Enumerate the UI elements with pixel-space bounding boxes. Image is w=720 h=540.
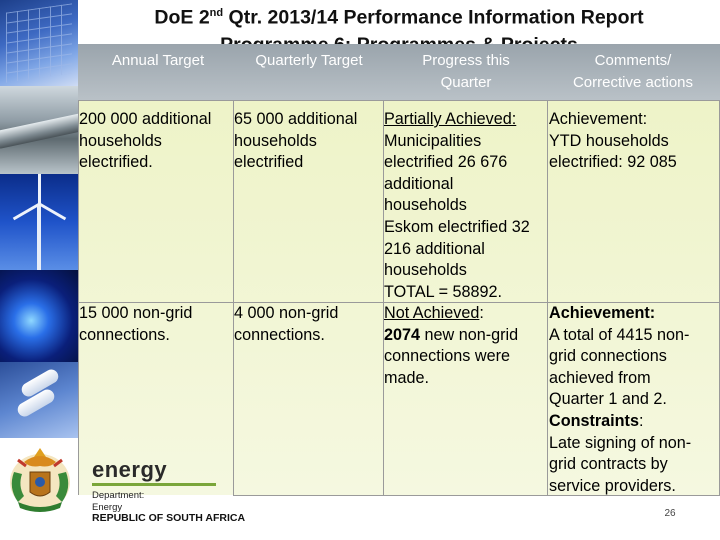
text-line: households xyxy=(384,261,467,280)
text-line: 15 000 non-grid xyxy=(79,304,193,322)
text-fragment: new non-grid xyxy=(420,325,519,344)
row2-comments xyxy=(549,303,719,497)
row1-annual-target xyxy=(79,109,233,174)
text-line: achieved from xyxy=(549,368,651,387)
header-quarterly-target: Quarterly Target xyxy=(255,52,363,69)
coat-of-arms-icon xyxy=(4,442,76,514)
text-line: connections were xyxy=(384,347,510,366)
row2-quarterly-target xyxy=(234,303,384,346)
wind-turbine-image xyxy=(0,174,78,270)
text-line: made. xyxy=(384,368,429,387)
text-line: grid contracts by xyxy=(549,455,668,474)
text-line: Eskom electrified 32 xyxy=(384,217,530,236)
text-line: 216 additional xyxy=(384,239,485,258)
text-line: 4 000 non-grid xyxy=(234,304,339,322)
status-suffix: : xyxy=(479,304,484,322)
status-partially-achieved: Partially Achieved: xyxy=(384,110,517,128)
title-line1-pre: DoE 2 xyxy=(154,6,210,29)
logo-underline xyxy=(92,483,216,486)
header-comments-line2: Corrective actions xyxy=(572,74,694,91)
achievement-label: Achievement: xyxy=(549,304,656,322)
header-comments xyxy=(548,50,718,94)
text-line: Late signing of non- xyxy=(549,433,692,452)
text-line: YTD households xyxy=(549,131,669,150)
text-line: Municipalities xyxy=(384,131,482,150)
energy-saving-bulb-image xyxy=(0,362,78,438)
row2-progress xyxy=(384,303,548,389)
row1-progress xyxy=(384,109,548,303)
pipeline-image xyxy=(0,86,78,174)
header-comments-line1: Comments/ xyxy=(594,52,672,69)
header-annual-target: Annual Target xyxy=(111,52,205,69)
row-divider xyxy=(78,100,720,101)
department-name: Energy xyxy=(92,502,123,513)
row1-quarterly-target xyxy=(234,109,384,174)
text-line: electrified xyxy=(234,153,304,172)
gas-flame-image xyxy=(0,270,78,362)
text-line: electrified. xyxy=(79,153,153,172)
text-line: Quarter 1 and 2. xyxy=(549,390,667,409)
text-line: 200 000 additional xyxy=(79,110,212,128)
title-line1-post: Qtr. 2013/14 Performance Information Report xyxy=(223,6,644,29)
row1-comments xyxy=(549,109,719,174)
text-line: connections. xyxy=(79,325,170,344)
text-line: additional xyxy=(384,174,454,193)
header-progress-line1: Progress this xyxy=(422,52,510,69)
constraints-suffix: : xyxy=(638,411,644,430)
text-line: TOTAL = 58892. xyxy=(384,282,503,301)
text-line: households xyxy=(234,131,317,150)
department-label: Department: xyxy=(92,490,145,501)
header-progress-line2: Quarter xyxy=(440,74,492,91)
text-line: grid connections xyxy=(549,347,667,366)
header-progress xyxy=(384,50,548,94)
title-line1-sup: nd xyxy=(209,7,224,19)
constraints-label: Constraints xyxy=(549,411,639,430)
text-line: A total of 4415 non- xyxy=(549,325,690,344)
row2-annual-target xyxy=(79,303,233,346)
text-line: connections. xyxy=(234,325,325,344)
non-grid-count: 2074 xyxy=(384,325,421,344)
page-number: 26 xyxy=(664,508,676,519)
text-line: service providers. xyxy=(549,476,676,495)
country-name: REPUBLIC OF SOUTH AFRICA xyxy=(92,512,246,524)
text-line: 65 000 additional xyxy=(234,110,358,128)
achievement-label: Achievement: xyxy=(549,110,648,128)
text-line: electrified 26 676 xyxy=(384,153,508,172)
solar-panel-image xyxy=(0,0,78,86)
status-not-achieved: Not Achieved xyxy=(384,304,480,322)
energy-logo: energy xyxy=(92,457,168,482)
text-line: electrified: 92 085 xyxy=(549,153,677,172)
text-line: households xyxy=(384,196,467,215)
text-line: households xyxy=(79,131,162,150)
